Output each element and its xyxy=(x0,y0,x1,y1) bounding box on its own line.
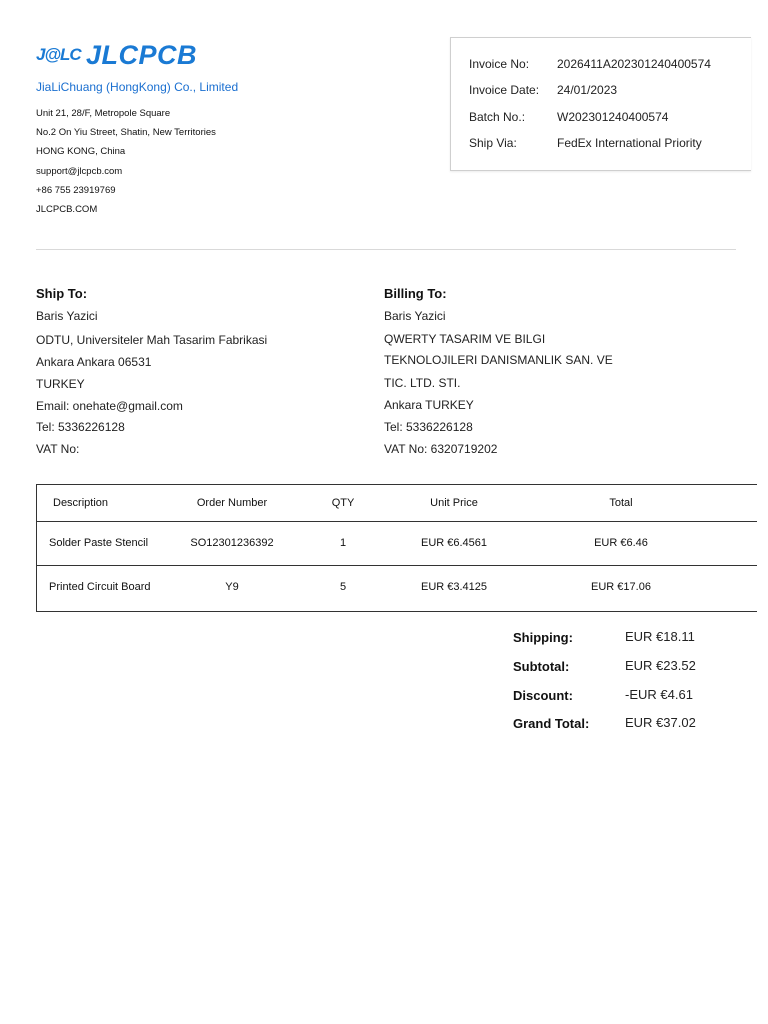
header-unit-price: Unit Price xyxy=(430,497,478,509)
header-order-number: Order Number xyxy=(196,497,268,509)
subtotal-label: Subtotal: xyxy=(513,659,570,674)
invoice-date-label: Invoice Date: xyxy=(469,83,540,97)
row-description: Printed Circuit Board xyxy=(49,581,151,593)
ship-to-heading: Ship To: xyxy=(36,286,88,301)
ship-to-section xyxy=(36,286,268,456)
logo-text: JLCPCB xyxy=(86,39,198,70)
company-logo xyxy=(36,38,197,72)
header-description: Description xyxy=(53,497,109,509)
batch-no-label: Batch No.: xyxy=(469,110,526,124)
ship-to-line: ODTU, Universiteler Mah Tasarim Fabrikasi xyxy=(36,333,268,347)
invoice-no-value: 2026411A202301240400574 xyxy=(557,57,711,71)
row-total: EUR €17.06 xyxy=(591,581,651,593)
ship-to-line: TURKEY xyxy=(36,377,85,391)
billing-to-line: Baris Yazici xyxy=(384,309,446,323)
billing-to-heading: Billing To: xyxy=(384,286,447,301)
row-qty: 1 xyxy=(339,537,347,549)
row-qty: 5 xyxy=(339,581,347,593)
ship-to-line: Ankara Ankara 06531 xyxy=(36,355,152,369)
billing-to-line: TIC. LTD. STI. xyxy=(384,376,461,390)
ship-via-label: Ship Via: xyxy=(469,136,517,150)
ship-to-vat: VAT No: xyxy=(36,442,80,456)
header-qty: QTY xyxy=(331,497,355,509)
shipping-value: EUR €18.11 xyxy=(625,629,695,644)
company-phone: +86 755 23919769 xyxy=(36,185,116,196)
items-table xyxy=(36,484,757,612)
subtotal-value: EUR €23.52 xyxy=(625,658,696,673)
billing-to-tel: Tel: 5336226128 xyxy=(384,420,473,434)
invoice-no-label: Invoice No: xyxy=(469,57,530,71)
ship-to-line: Baris Yazici xyxy=(36,309,98,323)
row-unit-price: EUR €3.4125 xyxy=(420,581,488,593)
billing-to-vat: VAT No: 6320719202 xyxy=(384,442,498,456)
billing-to-line: TEKNOLOJILERI DANISMANLIK SAN. VE xyxy=(384,353,613,367)
billing-to-line: QWERTY TASARIM VE BILGI xyxy=(384,332,546,346)
table-header-divider xyxy=(37,521,757,522)
discount-label: Discount: xyxy=(513,688,573,703)
table-row-divider xyxy=(37,565,757,566)
row-unit-price: EUR €6.4561 xyxy=(420,537,488,549)
billing-to-line: Ankara TURKEY xyxy=(384,398,474,412)
logo-mark: J@LC xyxy=(36,45,81,64)
row-order-number: Y9 xyxy=(225,581,239,593)
ship-to-email: Email: onehate@gmail.com xyxy=(36,399,183,413)
header-total: Total xyxy=(609,497,633,509)
header-divider xyxy=(36,249,736,250)
billing-to-section xyxy=(384,286,613,456)
company-email: support@jlcpcb.com xyxy=(36,166,123,177)
company-address-line: HONG KONG, China xyxy=(36,146,126,157)
row-total: EUR €6.46 xyxy=(594,537,648,549)
grand-total-label: Grand Total: xyxy=(513,716,590,731)
ship-to-tel: Tel: 5336226128 xyxy=(36,420,125,434)
grand-total-value: EUR €37.02 xyxy=(625,715,696,730)
company-address-line: No.2 On Yiu Street, Shatin, New Territories xyxy=(36,127,216,138)
shipping-label: Shipping: xyxy=(513,630,573,645)
row-order-number: SO12301236392 xyxy=(190,537,274,549)
row-description: Solder Paste Stencil xyxy=(49,537,149,549)
invoice-date-value: 24/01/2023 xyxy=(557,83,618,97)
company-name: JiaLiChuang (HongKong) Co., Limited xyxy=(36,80,239,94)
invoice-info-box xyxy=(450,37,751,171)
batch-no-value: W202301240400574 xyxy=(557,110,669,124)
ship-via-value: FedEx International Priority xyxy=(557,136,702,150)
company-address-line: Unit 21, 28/F, Metropole Square xyxy=(36,108,171,119)
company-website: JLCPCB.COM xyxy=(36,204,98,215)
discount-value: -EUR €4.61 xyxy=(625,687,693,702)
